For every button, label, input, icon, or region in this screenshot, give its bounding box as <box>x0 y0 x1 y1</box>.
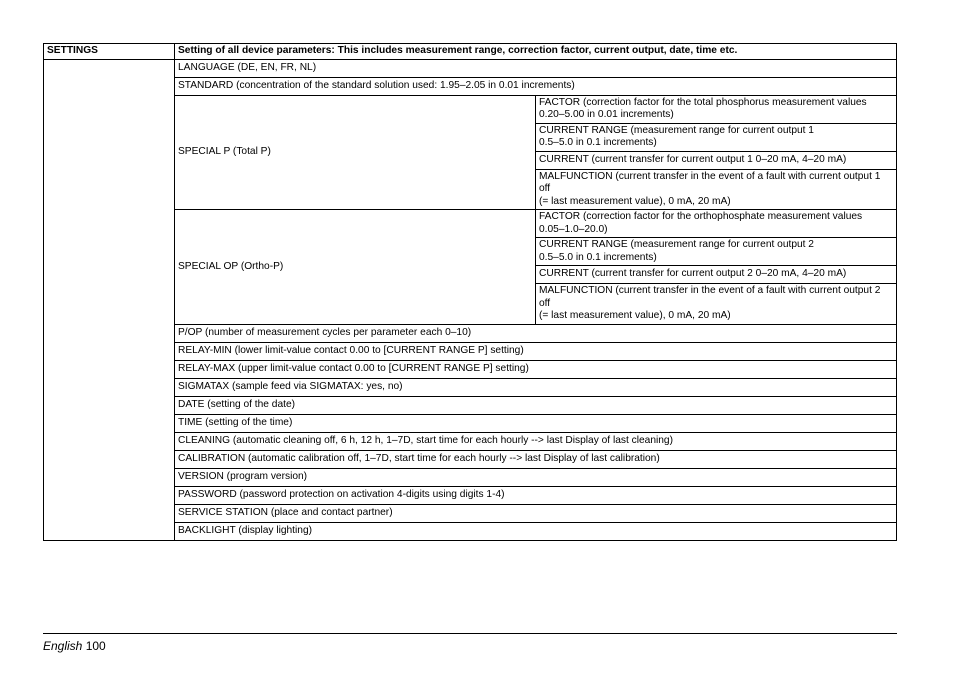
table-row <box>44 59 897 77</box>
language-cell: LANGUAGE (DE, EN, FR, NL) <box>175 59 897 77</box>
special-p-range-cell <box>536 123 897 151</box>
time-cell: TIME (setting of the time) <box>175 414 897 432</box>
settings-description: Setting of all device parameters: This includes measurement range, correction factor, current output, date, time etc. <box>175 44 897 60</box>
relay-min-cell: RELAY-MIN (lower limit-value contact 0.00 to [CURRENT RANGE P] setting) <box>175 342 897 360</box>
calibration-cell: CALIBRATION (automatic calibration off, 1–7D, start time for each hourly --> last Display of last calibration) <box>175 450 897 468</box>
settings-heading: SETTINGS <box>44 44 175 60</box>
special-op-range-line1: CURRENT RANGE (measurement range for current output 2 <box>539 239 814 250</box>
special-op-current-cell: CURRENT (current transfer for current output 2 0–20 mA, 4–20 mA) <box>536 266 897 284</box>
settings-blank-cell <box>44 59 175 540</box>
special-op-range-cell <box>536 238 897 266</box>
special-p-current-cell: CURRENT (current transfer for current output 1 0–20 mA, 4–20 mA) <box>536 151 897 169</box>
special-p-factor-line1: FACTOR (correction factor for the total phosphorus measurement values <box>539 96 867 108</box>
password-cell: PASSWORD (password protection on activation 4-digits using digits 1-4) <box>175 486 897 504</box>
page-footer <box>43 639 106 653</box>
settings-table <box>43 43 897 541</box>
special-p-malfunction-line1: MALFUNCTION (current transfer in the event of a fault with current output 1 off <box>539 170 881 194</box>
service-station-cell: SERVICE STATION (place and contact partner) <box>175 504 897 522</box>
special-p-malfunction-line2: (= last measurement value), 0 mA, 20 mA) <box>539 195 731 207</box>
special-p-factor-cell <box>536 95 897 123</box>
date-cell: DATE (setting of the date) <box>175 396 897 414</box>
special-p-range-line1: CURRENT RANGE (measurement range for current output 1 <box>539 124 814 136</box>
cleaning-cell: CLEANING (automatic cleaning off, 6 h, 12 h, 1–7D, start time for each hourly --> last Display of last cleaning) <box>175 432 897 450</box>
version-cell: VERSION (program version) <box>175 468 897 486</box>
special-op-factor-cell <box>536 210 897 238</box>
special-p-label: SPECIAL P (Total P) <box>175 95 536 210</box>
page-number: 100 <box>85 639 106 653</box>
special-p-malfunction-cell <box>536 169 897 210</box>
special-op-factor-line1: FACTOR (correction factor for the orthophosphate measurement values <box>539 211 863 222</box>
relay-max-cell: RELAY-MAX (upper limit-value contact 0.00 to [CURRENT RANGE P] setting) <box>175 360 897 378</box>
special-op-label: SPECIAL OP (Ortho-P) <box>175 210 536 325</box>
header-row <box>44 44 897 60</box>
standard-cell: STANDARD (concentration of the standard solution used: 1.95–2.05 in 0.01 increments) <box>175 77 897 95</box>
footer-divider <box>43 633 897 634</box>
special-op-malfunction-line2: (= last measurement value), 0 mA, 20 mA) <box>539 310 731 321</box>
special-op-range-line2: 0.5–5.0 in 0.1 increments) <box>539 251 657 263</box>
special-op-factor-line2: 0.05–1.0–20.0) <box>539 223 608 235</box>
sigmatax-cell: SIGMATAX (sample feed via SIGMATAX: yes, no) <box>175 378 897 396</box>
footer-language: English <box>43 639 83 653</box>
special-op-malfunction-line1: MALFUNCTION (current transfer in the event of a fault with current output 2 off <box>539 285 881 309</box>
special-p-factor-line2: 0.20–5.00 in 0.01 increments) <box>539 109 674 120</box>
special-p-range-line2: 0.5–5.0 in 0.1 increments) <box>539 137 657 148</box>
backlight-cell: BACKLIGHT (display lighting) <box>175 522 897 540</box>
pop-cell: P/OP (number of measurement cycles per parameter each 0–10) <box>175 324 897 342</box>
special-op-malfunction-cell <box>536 284 897 325</box>
